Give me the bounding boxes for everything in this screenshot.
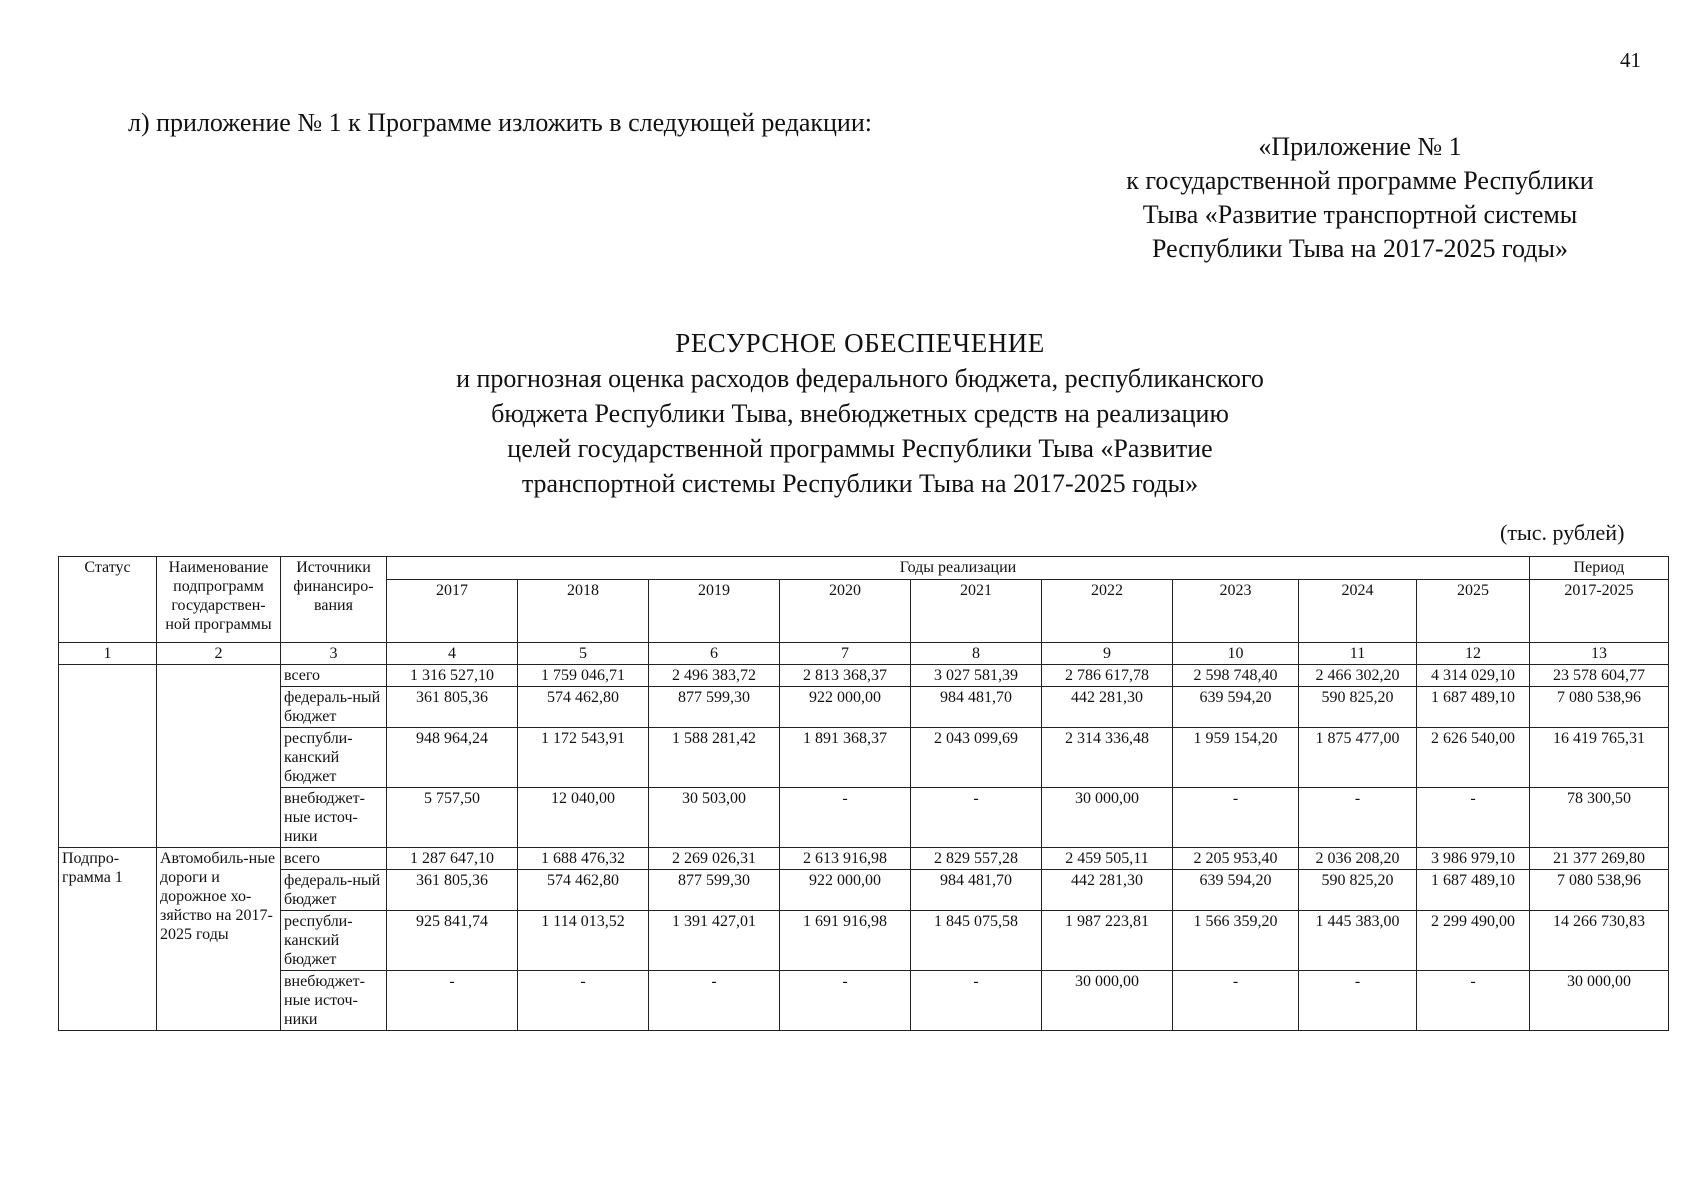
period-range-header: 2017-2025 <box>1530 580 1669 643</box>
year-value-cell: 877 599,30 <box>649 687 780 728</box>
table-row <box>59 665 1669 687</box>
funding-source-cell: внебюджет-ные источ-ники <box>281 788 387 848</box>
year-header: 2018 <box>518 580 649 643</box>
status-header: Статус <box>59 557 157 643</box>
year-value-cell: 1 688 476,32 <box>518 848 649 870</box>
year-value-cell: 361 805,36 <box>387 687 518 728</box>
funding-source-cell: всего <box>281 848 387 870</box>
year-value-cell: 2 786 617,78 <box>1042 665 1173 687</box>
year-value-cell: 2 036 208,20 <box>1299 848 1417 870</box>
year-value-cell: - <box>780 788 911 848</box>
year-value-cell: 1 687 489,10 <box>1417 870 1530 911</box>
column-number: 1 <box>59 643 157 665</box>
year-header: 2020 <box>780 580 911 643</box>
column-number: 9 <box>1042 643 1173 665</box>
year-value-cell: 1 891 368,37 <box>780 728 911 788</box>
funding-source-cell: республи-канский бюджет <box>281 728 387 788</box>
period-total-cell: 21 377 269,80 <box>1530 848 1669 870</box>
table-row <box>59 687 1669 728</box>
year-value-cell: 1 759 046,71 <box>518 665 649 687</box>
year-value-cell: 442 281,30 <box>1042 870 1173 911</box>
period-total-cell: 14 266 730,83 <box>1530 911 1669 971</box>
column-number: 10 <box>1173 643 1299 665</box>
column-number: 3 <box>281 643 387 665</box>
period-total-cell: 30 000,00 <box>1530 971 1669 1031</box>
subtitle-line: и прогнозная оценка расходов федерального бюджета, республиканского <box>456 364 1264 393</box>
year-value-cell: 590 825,20 <box>1299 687 1417 728</box>
column-number: 12 <box>1417 643 1530 665</box>
year-value-cell: 1 172 543,91 <box>518 728 649 788</box>
document-title: РЕСУРСНОЕ ОБЕСПЕЧЕНИЕ <box>675 328 1045 358</box>
year-value-cell: 2 598 748,40 <box>1173 665 1299 687</box>
page-number: 41 <box>1620 48 1641 72</box>
year-value-cell: 639 594,20 <box>1173 687 1299 728</box>
year-value-cell: 2 466 302,20 <box>1299 665 1417 687</box>
year-value-cell: 2 269 026,31 <box>649 848 780 870</box>
table-body <box>59 665 1669 1031</box>
table-row <box>59 971 1669 1031</box>
status-cell: Подпро-грамма 1 <box>59 848 157 1031</box>
year-value-cell: 3 027 581,39 <box>911 665 1042 687</box>
year-header: 2025 <box>1417 580 1530 643</box>
column-number-row <box>59 643 1669 665</box>
year-value-cell: 2 299 490,00 <box>1417 911 1530 971</box>
year-value-cell: - <box>1299 788 1417 848</box>
year-value-cell: 30 503,00 <box>649 788 780 848</box>
year-value-cell: 2 459 505,11 <box>1042 848 1173 870</box>
column-number: 6 <box>649 643 780 665</box>
year-value-cell: 1 287 647,10 <box>387 848 518 870</box>
appendix-line: «Приложение № 1 <box>1258 132 1462 161</box>
budget-table <box>58 556 1669 1031</box>
sources-header: Источники финансиро-вания <box>281 557 387 643</box>
year-value-cell: 984 481,70 <box>911 687 1042 728</box>
year-value-cell: - <box>1417 788 1530 848</box>
year-value-cell: 574 462,80 <box>518 687 649 728</box>
name-header: Наименование подпрограмм государствен-ной программы <box>157 557 281 643</box>
year-value-cell: 1 566 359,20 <box>1173 911 1299 971</box>
year-value-cell: - <box>911 971 1042 1031</box>
year-header: 2017 <box>387 580 518 643</box>
year-value-cell: 1 691 916,98 <box>780 911 911 971</box>
appendix-line: Тыва «Развитие транспортной системы <box>1142 200 1578 229</box>
table-row <box>59 870 1669 911</box>
year-value-cell: 2 314 336,48 <box>1042 728 1173 788</box>
column-number: 11 <box>1299 643 1417 665</box>
appendix-header <box>1060 130 1660 266</box>
year-value-cell: 5 757,50 <box>387 788 518 848</box>
table-row <box>59 911 1669 971</box>
column-number: 13 <box>1530 643 1669 665</box>
year-value-cell: 948 964,24 <box>387 728 518 788</box>
period-header: Период <box>1530 557 1669 580</box>
funding-source-cell: всего <box>281 665 387 687</box>
year-header: 2022 <box>1042 580 1173 643</box>
column-number: 4 <box>387 643 518 665</box>
funding-source-cell: федераль-ный бюджет <box>281 687 387 728</box>
year-value-cell: 1 845 075,58 <box>911 911 1042 971</box>
units-label: (тыс. рублей) <box>1500 520 1625 545</box>
subtitle-line: транспортной системы Республики Тыва на 2017-2025 годы» <box>521 469 1199 498</box>
year-value-cell: 1 987 223,81 <box>1042 911 1173 971</box>
year-header: 2024 <box>1299 580 1417 643</box>
table-row <box>59 848 1669 870</box>
year-value-cell: 574 462,80 <box>518 870 649 911</box>
column-number: 5 <box>518 643 649 665</box>
year-value-cell: - <box>387 971 518 1031</box>
years-group-header: Годы реализации <box>387 557 1530 580</box>
year-value-cell: 590 825,20 <box>1299 870 1417 911</box>
table-row <box>59 788 1669 848</box>
program-name-cell <box>157 665 281 848</box>
year-value-cell: 1 959 154,20 <box>1173 728 1299 788</box>
year-value-cell: 2 813 368,37 <box>780 665 911 687</box>
year-value-cell: - <box>1417 971 1530 1031</box>
year-value-cell: - <box>780 971 911 1031</box>
year-value-cell: - <box>1173 788 1299 848</box>
year-value-cell: 2 613 916,98 <box>780 848 911 870</box>
column-number: 2 <box>157 643 281 665</box>
year-value-cell: 1 445 383,00 <box>1299 911 1417 971</box>
year-value-cell: 12 040,00 <box>518 788 649 848</box>
year-value-cell: 2 205 953,40 <box>1173 848 1299 870</box>
year-value-cell: 925 841,74 <box>387 911 518 971</box>
year-value-cell: 2 043 099,69 <box>911 728 1042 788</box>
column-number: 7 <box>780 643 911 665</box>
appendix-line: к государственной программе Республики <box>1126 166 1594 195</box>
program-name-cell: Автомобиль-ные дороги и дорожное хо-зяйство на 2017-2025 годы <box>157 848 281 1031</box>
year-value-cell: - <box>518 971 649 1031</box>
year-value-cell: 1 114 013,52 <box>518 911 649 971</box>
subtitle-line: бюджета Республики Тыва, внебюджетных средств на реализацию <box>491 399 1229 428</box>
year-value-cell: 1 687 489,10 <box>1417 687 1530 728</box>
year-value-cell: 442 281,30 <box>1042 687 1173 728</box>
year-value-cell: 3 986 979,10 <box>1417 848 1530 870</box>
year-value-cell: 1 391 427,01 <box>649 911 780 971</box>
year-value-cell: - <box>649 971 780 1031</box>
year-value-cell: 984 481,70 <box>911 870 1042 911</box>
status-cell <box>59 665 157 848</box>
year-value-cell: 2 829 557,28 <box>911 848 1042 870</box>
appendix-line: Республики Тыва на 2017-2025 годы» <box>1151 234 1569 263</box>
year-value-cell: 30 000,00 <box>1042 788 1173 848</box>
year-value-cell: - <box>1173 971 1299 1031</box>
year-header: 2023 <box>1173 580 1299 643</box>
year-value-cell: 639 594,20 <box>1173 870 1299 911</box>
year-value-cell: 2 626 540,00 <box>1417 728 1530 788</box>
document-title-block <box>300 326 1420 501</box>
funding-source-cell: федераль-ный бюджет <box>281 870 387 911</box>
year-value-cell: 922 000,00 <box>780 687 911 728</box>
year-value-cell: 2 496 383,72 <box>649 665 780 687</box>
column-number: 8 <box>911 643 1042 665</box>
header-row <box>59 557 1669 580</box>
year-value-cell: 4 314 029,10 <box>1417 665 1530 687</box>
year-value-cell: 1 316 527,10 <box>387 665 518 687</box>
year-value-cell: 361 805,36 <box>387 870 518 911</box>
year-value-cell: 922 000,00 <box>780 870 911 911</box>
period-total-cell: 7 080 538,96 <box>1530 687 1669 728</box>
table-row <box>59 728 1669 788</box>
period-total-cell: 23 578 604,77 <box>1530 665 1669 687</box>
intro-line: л) приложение № 1 к Программе изложить в следующей редакции: <box>128 108 872 137</box>
subtitle-line: целей государственной программы Республики Тыва «Развитие <box>507 434 1213 463</box>
year-value-cell: - <box>1299 971 1417 1031</box>
year-value-cell: 877 599,30 <box>649 870 780 911</box>
year-value-cell: 30 000,00 <box>1042 971 1173 1031</box>
funding-source-cell: внебюджет-ные источ-ники <box>281 971 387 1031</box>
period-total-cell: 16 419 765,31 <box>1530 728 1669 788</box>
year-value-cell: 1 875 477,00 <box>1299 728 1417 788</box>
period-total-cell: 78 300,50 <box>1530 788 1669 848</box>
period-total-cell: 7 080 538,96 <box>1530 870 1669 911</box>
year-header: 2021 <box>911 580 1042 643</box>
year-value-cell: - <box>911 788 1042 848</box>
year-value-cell: 1 588 281,42 <box>649 728 780 788</box>
year-header: 2019 <box>649 580 780 643</box>
funding-source-cell: республи-канский бюджет <box>281 911 387 971</box>
